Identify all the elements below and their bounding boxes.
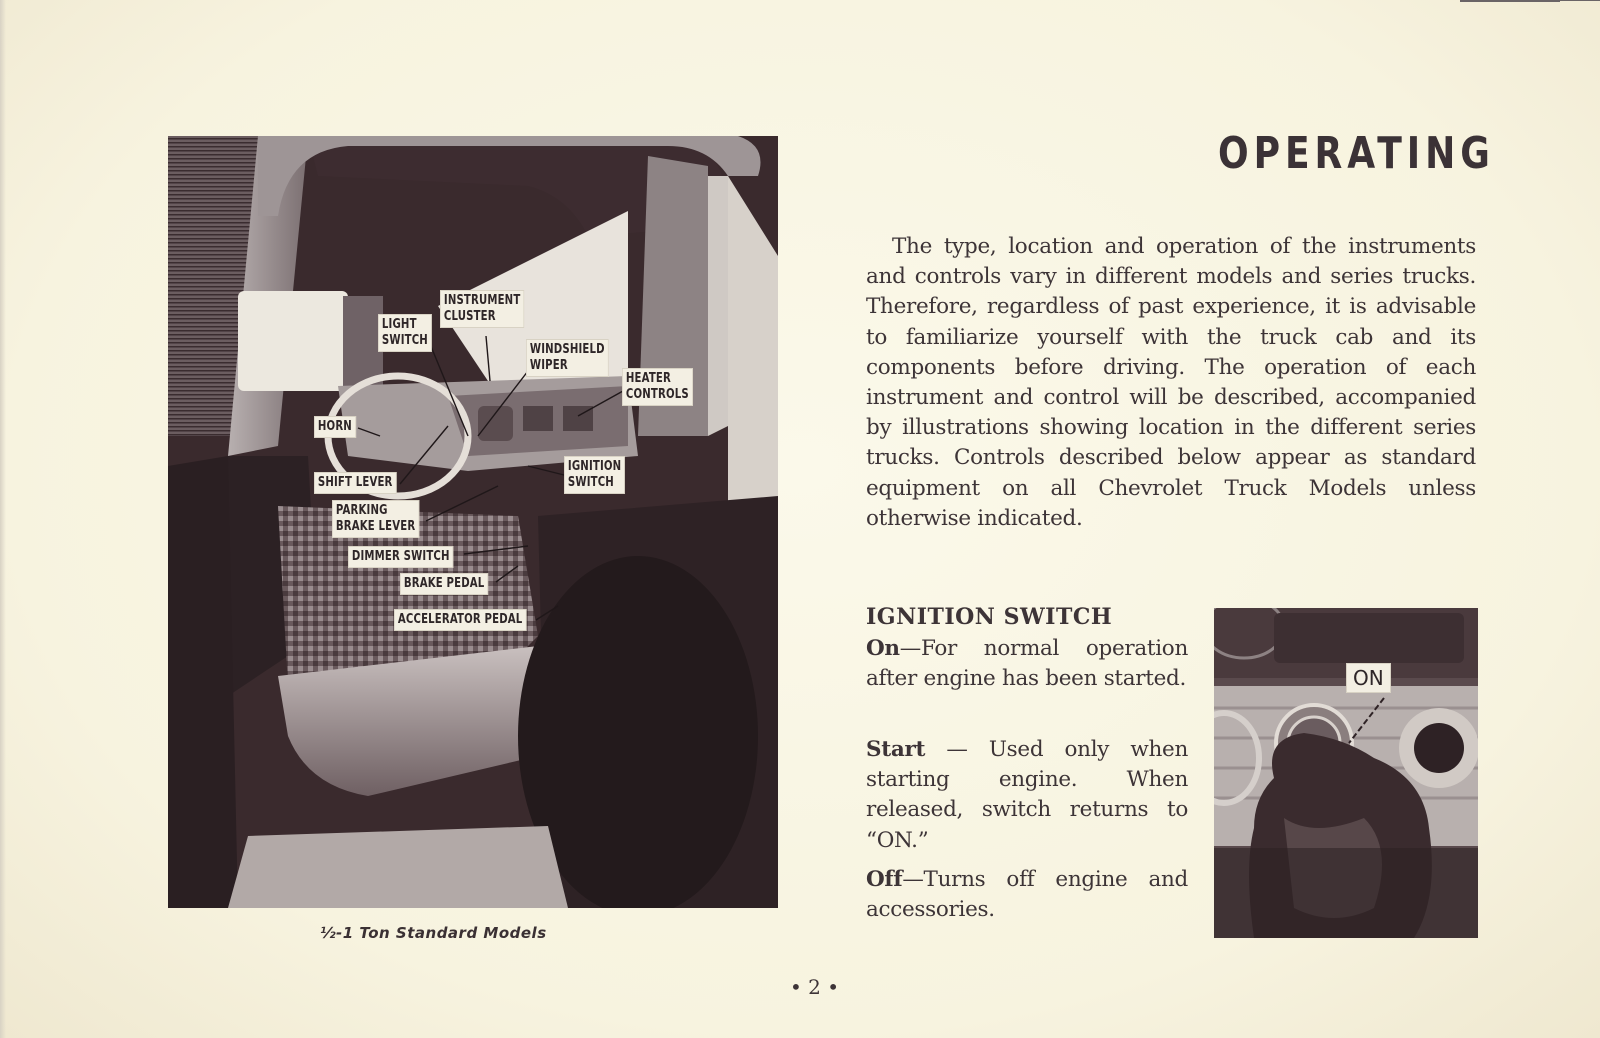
callout-text: INSTRUMENT <box>443 293 521 308</box>
definition-text: For normal operation after engine has been started. <box>866 636 1188 692</box>
callout-text: PARKING <box>335 503 388 518</box>
callout-windshield-wiper <box>526 339 609 377</box>
page-heading: OPERATING <box>1218 128 1495 179</box>
callout-text: LIGHT <box>381 317 417 332</box>
callout-instrument-cluster <box>440 290 524 328</box>
callout-text: SWITCH <box>567 475 614 490</box>
section-title-ignition-switch: IGNITION SWITCH <box>866 604 1113 630</box>
callout-heater-controls <box>622 368 693 406</box>
callout-horn <box>314 416 356 438</box>
callout-parking-brake-lever <box>332 500 419 538</box>
definition-separator: — <box>899 636 921 661</box>
callout-text: SHIFT LEVER <box>317 475 393 490</box>
callout-text: BRAKE PEDAL <box>403 576 485 591</box>
callout-text: ACCELERATOR PEDAL <box>397 612 523 627</box>
callout-text: CLUSTER <box>443 309 496 324</box>
callout-text: HORN <box>317 419 352 434</box>
callout-ignition-switch <box>564 456 625 494</box>
definition-term: On <box>866 636 900 661</box>
page-edge-shadow <box>0 0 6 1038</box>
ignition-switch-photo <box>1214 608 1478 938</box>
callout-accelerator-pedal <box>394 609 526 631</box>
callout-text: HEATER <box>625 371 671 386</box>
figure-caption: ½-1 Ton Standard Models <box>320 924 547 942</box>
callout-text: WINDSHIELD <box>529 342 605 357</box>
definition-off <box>866 865 1188 925</box>
page-edge-mark <box>1460 0 1560 2</box>
callout-text: BRAKE LEVER <box>335 519 416 534</box>
callout-light-switch <box>378 314 432 352</box>
callout-text: WIPER <box>529 358 568 373</box>
on-position-label: ON <box>1346 663 1391 693</box>
intro-paragraph: The type, location and operation of the instruments and controls vary in different models and series trucks. Therefore, regardless of past experience, it is advisable to familiarize yourself with the truck cab and its components before driving. The operation of each instrument and control will be described, accompanied by illustrations showing location in the different series trucks. Controls described below appear as standard equipment on all Chevrolet Truck Models unless otherwise indicated. <box>866 234 1476 531</box>
page-edge-mark <box>1555 0 1600 1</box>
definition-text: Used only when starting engine. When released, switch returns to “ON.” <box>866 737 1188 853</box>
callout-shift-lever <box>314 472 396 494</box>
definition-term: Start <box>866 737 926 762</box>
definition-text: Turns off engine and accessories. <box>866 867 1188 923</box>
page-number: • 2 • <box>790 975 840 999</box>
callout-text: SWITCH <box>381 333 428 348</box>
callout-text: DIMMER SWITCH <box>351 549 450 564</box>
callout-brake-pedal <box>400 573 488 595</box>
definition-separator: — <box>925 737 989 762</box>
definition-start <box>866 735 1188 856</box>
truck-cab-illustration <box>168 136 778 908</box>
callout-dimmer-switch <box>348 546 454 568</box>
definition-term: Off <box>866 867 903 892</box>
definition-on <box>866 634 1188 694</box>
definition-separator: — <box>902 867 924 892</box>
ignition-key-hand-illustration <box>1214 608 1478 938</box>
truck-cab-photo <box>168 136 778 908</box>
callout-text: CONTROLS <box>625 387 689 402</box>
callout-text: IGNITION <box>567 459 622 474</box>
